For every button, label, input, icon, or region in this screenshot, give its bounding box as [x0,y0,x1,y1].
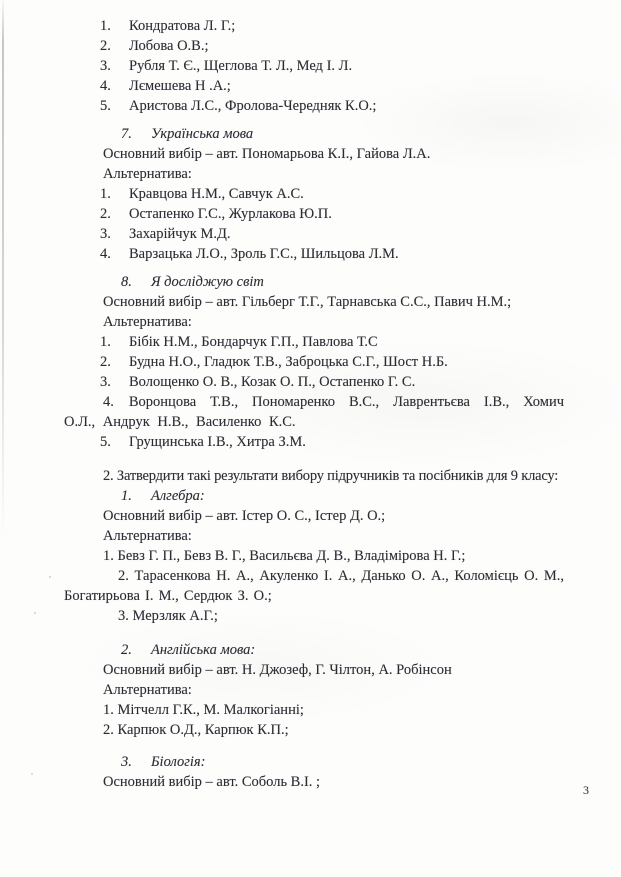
section-number: 8. [121,274,132,290]
scan-edge-artifact [2,0,4,540]
list-item [100,204,564,224]
list-item-text: Кравцова Н.М., Савчук А.С. [129,186,304,202]
section-heading-biology [121,752,564,772]
main-choice-line: Основний вибір – авт. Соболь В.І. ; [103,774,321,790]
list-item: 3. Мерзляк А.Г.; [118,608,218,624]
list-item-number: 3. [100,58,111,74]
list-item [100,184,564,204]
section-title: Англійська мова: [151,642,256,658]
list-item: 2. Тарасенкова Н. А., Акуленко І. А., Данько О. А., Коломієць О. М., Богатирьова І. М., Сердюк З. О.; [64,568,564,604]
section-heading-algebra [121,486,564,506]
grade9-approval-line: 2. Затвердити такі результати вибору підручників та посібників для 9 класу: [103,468,559,484]
alternative-label: Альтернатива: [103,314,192,330]
list-item-number: 5. [100,98,111,114]
list-item-number: 3. [100,226,111,242]
main-choice-line: Основний вибір – авт. Н. Джозеф, Г. Чілтон, А. Робінсон [103,662,452,678]
list-item [100,224,564,244]
section-number: 7. [121,126,132,142]
list-item [100,432,564,452]
list-item-number: 1. [100,18,111,34]
list-item-text: Лємешева Н .А.; [129,78,231,94]
list-item: 1. Бевз Г. П., Бевз В. Г., Васильєва Д. В., Владімірова Н. Г.; [103,548,466,564]
list-item-text: Бібік Н.М., Бондарчук Г.П., Павлова Т.С [129,334,378,350]
section-heading-ya-doslidzhuyu-svit [121,272,564,292]
list-item-number: 4. [100,78,111,94]
list-item-text: Рубля Т. Є., Щеглова Т. Л., Мед І. Л. [129,58,353,74]
scan-speck [49,576,51,578]
section-title: Біологія: [151,754,206,770]
list-item-number: 2. [100,206,111,222]
list-item [100,16,564,36]
main-choice-line: Основний вибір – авт. Пономарьова К.І., Гайова Л.А. [103,146,431,162]
list-item: 2. Карпюк О.Д., Карпюк К.П.; [103,722,289,738]
section-heading-english [121,640,564,660]
list-item [100,96,564,116]
list-item-text: Грущинська І.В., Хитра З.М. [129,434,306,450]
section-title: Українська мова [151,126,254,142]
alternative-label: Альтернатива: [103,682,192,698]
list-item [100,36,564,56]
list-item-text: Варзацька Л.О., Зроль Г.С., Шильцова Л.М. [129,246,399,262]
list-item-number: 5. [100,434,111,450]
section-number: 2. [121,642,132,658]
list-item [100,332,564,352]
list-item-text: Воронцова Т.В., Пономаренко В.С., Лаврентьєва І.В., Хомич О.Л., Андрук Н.В., Василенко К.С. [64,394,564,430]
list-item-text: Волощенко О. В., Козак О. П., Остапенко Г. С. [129,374,416,390]
list-item [100,244,564,264]
list-item-number: 2. [100,38,111,54]
list-item-number: 3. [100,374,111,390]
list-item-text: Аристова Л.С., Фролова-Чередняк К.О.; [129,98,377,114]
list-item-number: 1. [100,186,111,202]
section-number: 1. [121,488,132,504]
section-heading-ukrainska-mova [121,124,564,144]
list-item [100,76,564,96]
list-item [100,352,564,372]
main-choice-line: Основний вибір – авт. Істер О. С., Істер Д. О.; [103,508,386,524]
section-title: Алгебра: [151,488,205,504]
list-item-number: 4. [103,394,114,410]
list-item-text: Остапенко Г.С., Журлакова Ю.П. [129,206,332,222]
list-item: 1. Мітчелл Г.К., М. Малкогіанні; [103,702,304,718]
list-item-number: 2. [100,354,111,370]
list-item [100,372,564,392]
list-item [100,56,564,76]
list-item [64,392,564,432]
scan-speck [34,612,36,614]
alternative-label: Альтернатива: [103,528,192,544]
alternative-label: Альтернатива: [103,166,192,182]
main-choice-line: Основний вибір – авт. Гільберг Т.Г., Тарнавська С.С., Павич Н.М.; [103,294,512,310]
list-item-number: 4. [100,246,111,262]
list-item-text: Лобова О.В.; [129,38,209,54]
page-number: 3 [583,783,589,797]
list-item-text: Кондратова Л. Г.; [129,18,236,34]
list-item-text: Захарійчук М.Д. [129,226,231,242]
list-item-text: Будна Н.О., Гладюк Т.В., Заброцька С.Г., Шост Н.Б. [129,354,448,370]
scan-speck [31,773,33,775]
section-title: Я досліджую світ [151,274,264,290]
list-item-number: 1. [100,334,111,350]
section-number: 3. [121,754,132,770]
